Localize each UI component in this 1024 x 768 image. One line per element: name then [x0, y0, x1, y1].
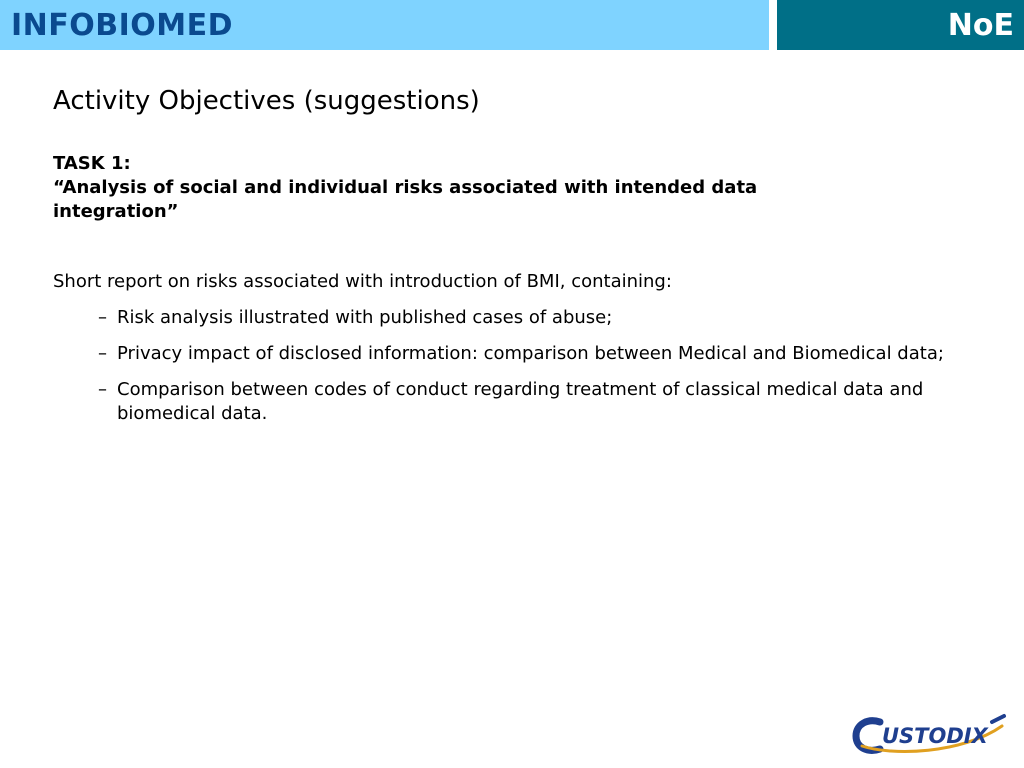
bullet-item — [98, 342, 978, 366]
task-quote: “Analysis of social and individual risks associated with intended data integration” — [53, 177, 758, 222]
bullet-item — [98, 306, 978, 330]
bullet-text: Privacy impact of disclosed information: comparison between Medical and Biomedical data; — [117, 343, 944, 364]
dash-icon: – — [98, 307, 107, 328]
slide-title: Activity Objectives (suggestions) — [53, 86, 480, 116]
header-bar-left — [0, 0, 769, 50]
header-divider — [769, 0, 777, 50]
noe-badge: NoE — [947, 8, 1014, 43]
logo-text: USTODIX — [882, 724, 988, 748]
dash-icon: – — [98, 343, 107, 364]
bullet-text: Comparison between codes of conduct regarding treatment of classical medical data and biomedical data. — [117, 379, 924, 424]
task-block — [53, 152, 873, 224]
custodix-logo — [852, 712, 1012, 756]
logo-x-stroke — [992, 716, 1004, 722]
bullet-item — [98, 378, 978, 426]
bullet-text: Risk analysis illustrated with published cases of abuse; — [117, 307, 613, 328]
logo-c-shape — [856, 721, 880, 751]
dash-icon: – — [98, 379, 107, 400]
header-bar-right — [777, 0, 1024, 50]
brand-title: INFOBIOMED — [11, 8, 234, 43]
task-label: TASK 1: — [53, 153, 131, 174]
intro-text: Short report on risks associated with introduction of BMI, containing: — [53, 271, 672, 292]
bullet-list — [98, 306, 978, 438]
